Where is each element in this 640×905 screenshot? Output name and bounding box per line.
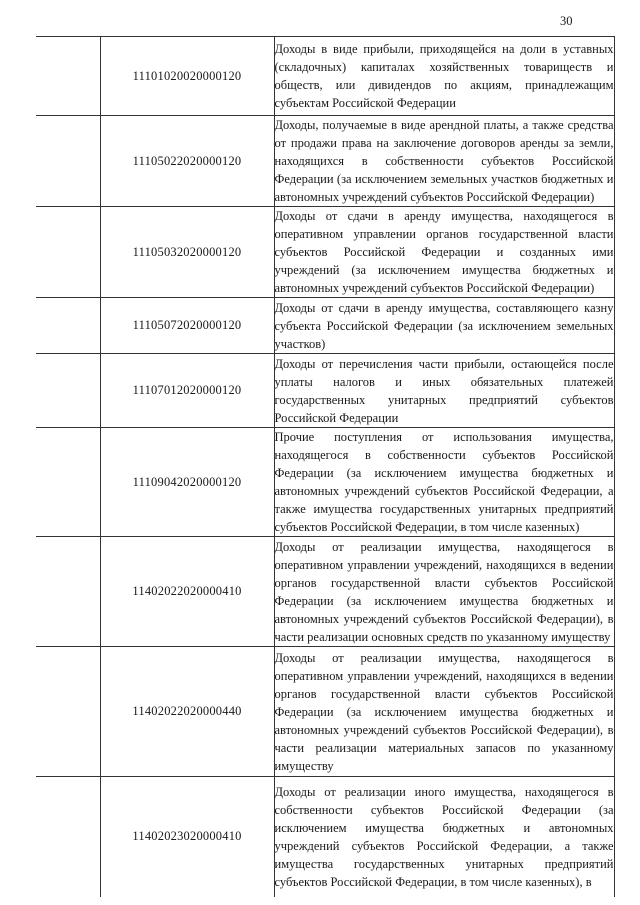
empty-cell [36, 537, 100, 647]
revenue-description: Прочие поступления от использования имущества, находящегося в собственности субъектов Российской Федерации (за исключением имущества бюджетных и автономных учреждений субъектов Российской Федерации, а также имущества государственных унитарных предприятий субъектов Российской Федерации, в том числе казенных) [274, 428, 614, 537]
revenue-description: Доходы от реализации иного имущества, находящегося в собственности субъектов Российской Федерации (за исключением имущества бюджетных и автономных учреждений субъектов Российской Федерации, а также имущества государственных унитарных предприятий субъектов Российской Федерации, в том числе казенных), в [274, 777, 614, 897]
revenue-code: 11109042020000120 [100, 428, 274, 537]
revenue-code: 11402022020000440 [100, 647, 274, 777]
revenue-code: 11105072020000120 [100, 298, 274, 354]
revenue-description: Доходы в виде прибыли, приходящейся на доли в уставных (складочных) капиталах хозяйственных товариществ и обществ, или дивидендов по акциям, принадлежащим субъектам Российской Федерации [274, 37, 614, 116]
revenue-description: Доходы, получаемые в виде арендной платы, а также средства от продажи права на заключение договоров аренды за земли, находящихся в собственности субъектов Российской Федерации (за исключением земельных участков бюджетных и автономных учреждений субъектов Российской Федерации) [274, 116, 614, 207]
revenue-description: Доходы от реализации имущества, находящегося в оперативном управлении учреждений, находящихся в ведении органов государственной власти субъектов Российской Федерации (за исключением имущества бюджетных и автономных учреждений субъектов Российской Федерации), в части реализации материальных запасов по указанному имуществу [274, 647, 614, 777]
empty-cell [36, 647, 100, 777]
table-row [36, 647, 614, 777]
empty-cell [36, 777, 100, 897]
revenue-code: 11402023020000410 [100, 777, 274, 897]
table-row [36, 354, 614, 428]
revenue-code: 11101020020000120 [100, 37, 274, 116]
table-row [36, 428, 614, 537]
revenue-code: 11105032020000120 [100, 207, 274, 298]
revenue-description: Доходы от перечисления части прибыли, остающейся после уплаты налогов и иных обязательных платежей государственных унитарных предприятий субъектов Российской Федерации [274, 354, 614, 428]
revenue-description: Доходы от сдачи в аренду имущества, находящегося в оперативном управлении органов государственной власти субъектов Российской Федерации и созданных ими учреждений (за исключением имущества бюджетных и автономных учреждений субъектов Российской Федерации) [274, 207, 614, 298]
empty-cell [36, 354, 100, 428]
revenue-description: Доходы от сдачи в аренду имущества, составляющего казну субъекта Российской Федерации (за исключением земельных участков) [274, 298, 614, 354]
table-body [36, 37, 614, 897]
empty-cell [36, 37, 100, 116]
empty-cell [36, 207, 100, 298]
revenue-code: 11107012020000120 [100, 354, 274, 428]
table-row [36, 37, 614, 116]
table-row [36, 777, 614, 897]
revenue-code: 11105022020000120 [100, 116, 274, 207]
table-row [36, 298, 614, 354]
page-number: 30 [560, 14, 573, 28]
table-row [36, 207, 614, 298]
empty-cell [36, 428, 100, 537]
table-row [36, 116, 614, 207]
empty-cell [36, 298, 100, 354]
revenue-codes-table [36, 36, 615, 897]
revenue-description: Доходы от реализации имущества, находящегося в оперативном управлении учреждений, находящихся в ведении органов государственной власти субъектов Российской Федерации (за исключением имущества бюджетных и автономных учреждений субъектов Российской Федерации), в части реализации основных средств по указанному имуществу [274, 537, 614, 647]
table-row [36, 537, 614, 647]
empty-cell [36, 116, 100, 207]
revenue-code: 11402022020000410 [100, 537, 274, 647]
